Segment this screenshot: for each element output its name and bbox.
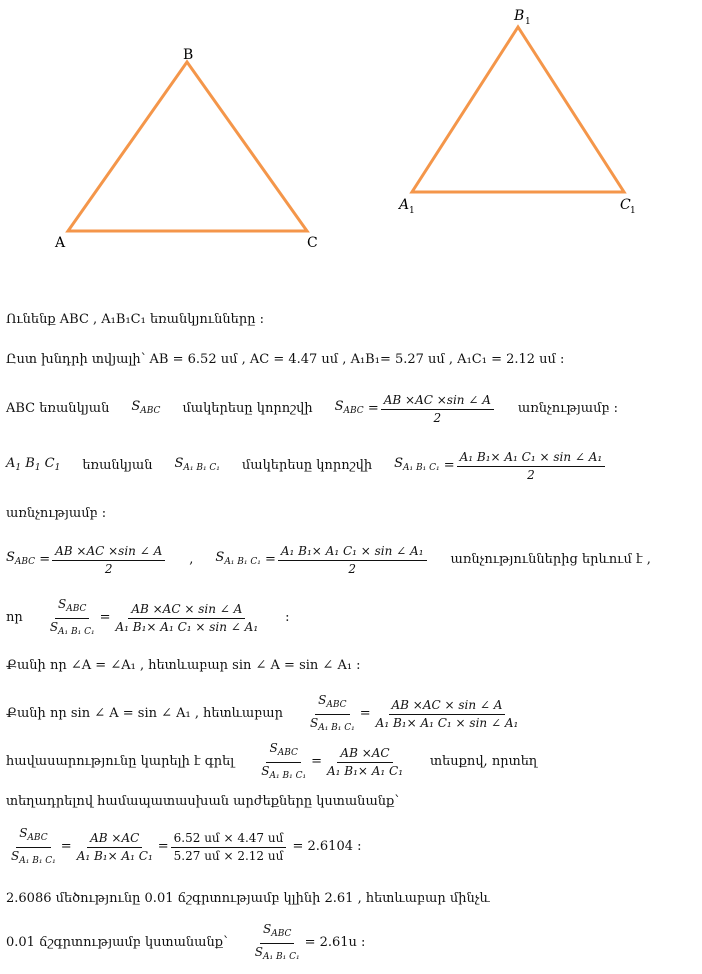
vertex-label-b: B	[183, 47, 194, 63]
text-line-12: $\frac{S_{ABC}}{S_{A_1 B_1 C_1}}$ = $\frac{AB \times AC}{\text{A₁ B₁× A₁ C₁}}$ = $\frac{\text{6.52 սմ × 4.47 սմ}}{\text{5.27 սմ × 2.12 սմ}}$ = 2.6104 :	[6, 825, 688, 869]
line-10-text-a: հավասարությունը կարելի է գրել	[6, 754, 235, 769]
final-answer: = 2.61ս :	[304, 935, 366, 950]
s-abc-symbol: $S_{ABC}$	[131, 399, 161, 416]
line-10-text-b: տեսքով, որտեղ	[430, 754, 538, 769]
text-line-6: $S_{ABC}$ = $\frac{AB \times AC \times\sin \angle A}{2}$ , $S_{A_1 B_1 C_1}$ = $\frac{\text{A₁ B₁× A₁ C₁ × sin ∠ A₁}}{2}$ առնչություններից երևում է ,	[6, 543, 651, 576]
line-6-text: առնչություններից երևում է ,	[450, 552, 651, 567]
line-7-text: որ	[6, 610, 23, 625]
text-line-7: որ $\frac{S_{ABC}}{S_{A_1 B_1 C_1}}$ = $\frac{AB \times AC \times \sin \angle A}{\text{A₁ B₁× A₁ C₁ × sin ∠ A₁}}$ :	[6, 598, 688, 638]
text-line-5	[6, 505, 688, 523]
text-line-10: հավասարությունը կարելի է գրել $\frac{S_{ABC}}{S_{A_1 B_1 C_1}}$ = $\frac{AB \times AC}{\text{A₁ B₁× A₁ C₁}}$ տեսքով, որտեղ	[6, 742, 688, 782]
ratio-s-2: $\frac{S_{ABC}}{S_{A_1 B_1 C_1}}$	[309, 692, 355, 733]
line-8-text: Քանի որ ∠A = ∠A₁ , հետևաբար sin ∠ A = sin ∠ A₁ :	[6, 658, 361, 673]
line-14-text: 0.01 ճշգրտությամբ կստանանք՝	[6, 935, 228, 950]
ratio-numeric: $\frac{\text{6.52 սմ × 4.47 սմ}}{\text{5.27 սմ × 2.12 սմ}}$	[171, 831, 287, 864]
ratio-formula-2: $\frac{AB \times AC \times \sin \angle A}{\text{A₁ B₁× A₁ C₁ × sin ∠ A₁}}$	[375, 697, 519, 730]
line-13-text: 2.6086 մեծությունը 0.01 ճշգրտությամբ կլինի 2.61 , հետևաբար մինչև	[6, 891, 490, 906]
text-line-3: ABC եռանկյան $S_{ABC}$ մակերեսը կորոշվի $S_{ABC}$ = $\frac{AB \times AC \times\sin \angle A}{2}$ առնչությամբ :	[6, 392, 619, 425]
text-line-13	[6, 890, 688, 908]
line-11-text: տեղադրելով համապատասխան արժեքները կստանանք՝	[6, 794, 400, 809]
vertex-label-a1: A	[399, 197, 410, 213]
vertex-label-b1-sub: 1	[525, 17, 531, 27]
vertex-label-b1: B	[514, 8, 525, 24]
line-4-text-b: մակերեսը կորոշվի	[241, 458, 373, 473]
text-line-2	[6, 351, 688, 369]
line-1-text: Ունենք ABC , A₁B₁C₁ եռանկյունները :	[6, 312, 264, 327]
triangles-figure	[0, 0, 702, 270]
vertex-label-a: A	[55, 235, 66, 251]
triangle-a1b1c1	[412, 27, 624, 192]
ratio-s-4: $\frac{S_{ABC}}{S_{A_1 B_1 C_1}}$	[11, 825, 56, 866]
vertex-label-a1-sub: 1	[409, 206, 415, 216]
line-5-text: առնչությամբ :	[6, 506, 107, 521]
area-formula-a1b1c1: $\frac{\text{A₁ B₁× A₁ C₁ × sin ∠ A₁}}{2}$	[457, 450, 606, 483]
text-line-4: $A_1$ $B_1$ $C_1$ եռանկյան $S_{A_1 B_1 C_1}$ մակերեսը կորոշվի $S_{A_1 B_1 C_1}$ = $\frac{\text{A₁ B₁× A₁ C₁ × sin ∠ A₁}}{2}$	[6, 448, 688, 484]
text-line-1	[6, 311, 688, 329]
line-4-text-a: եռանկյան	[82, 458, 153, 473]
formula-abc-repeat: $\frac{AB \times AC \times\sin \angle A}{2}$	[52, 544, 165, 577]
ratio-s-final: $\frac{S_{ABC}}{S_{A_1 B_1 C_1}}$	[254, 921, 300, 962]
formula-a1b1c1-repeat: $\frac{\text{A₁ B₁× A₁ C₁ × sin ∠ A₁}}{2}$	[278, 544, 427, 577]
ratio-simplified: $\frac{AB \times AC}{\text{A₁ B₁× A₁ C₁}}$	[326, 745, 404, 778]
ratio-s-3: $\frac{S_{ABC}}{S_{A_1 B_1 C_1}}$	[261, 740, 307, 781]
text-line-9: Քանի որ sin ∠ A = sin ∠ A₁ , հետևաբար $\frac{S_{ABC}}{S_{A_1 B_1 C_1}}$ = $\frac{AB \times AC \times \sin \angle A}{\text{A₁ B₁× A₁ C₁ × sin ∠ A₁}}$	[6, 694, 688, 734]
text-line-14	[6, 922, 688, 964]
line-3-text-c: առնչությամբ :	[517, 401, 619, 416]
vertex-label-c: C	[307, 235, 318, 251]
line-2-text: Ըստ խնդրի տվյալի՝ AB = 6.52 սմ , AC = 4.47 սմ , A₁B₁= 5.27 սմ , A₁C₁ = 2.12 սմ :	[6, 352, 565, 367]
text-line-11	[6, 793, 688, 811]
s-a1b1c1-symbol: $S_{A_1 B_1 C_1}$	[174, 456, 220, 473]
ratio-simplified-2: $\frac{AB \times AC}{\text{A₁ B₁× A₁ C₁}}$	[76, 830, 153, 863]
triangle-abc	[68, 62, 307, 231]
line-12-result: = 2.6104 :	[292, 839, 362, 854]
text-line-8	[6, 657, 688, 675]
ratio-formula: $\frac{AB \times AC \times \sin \angle A}{\text{A₁ B₁× A₁ C₁ × sin ∠ A₁}}$	[115, 601, 259, 634]
vertex-label-c1: C	[620, 197, 631, 213]
line-9-text: Քանի որ sin ∠ A = sin ∠ A₁ , հետևաբար	[6, 706, 283, 721]
line-3-text-b: մակերեսը կորոշվի	[182, 401, 313, 416]
ratio-s: $\frac{S_{ABC}}{S_{A_1 B_1 C_1}}$	[49, 596, 95, 637]
line-3-text-a: ABC եռանկյան	[6, 401, 110, 416]
vertex-label-c1-sub: 1	[630, 206, 636, 216]
area-formula-abc: $\frac{AB \times AC \times\sin \angle A}{2}$	[381, 393, 494, 426]
